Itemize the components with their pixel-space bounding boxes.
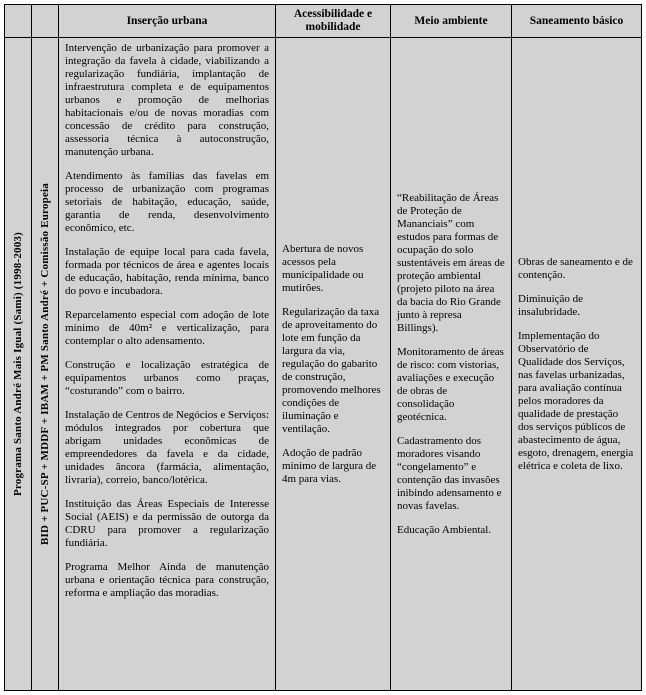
partners-cell (32, 38, 58, 690)
column-body-insercao-urbana (59, 38, 275, 690)
paragraph: “Reabilitação de Áreas de Proteção de Mananciais” com estudos para formas de ocupação do solo sustentáveis em áreas de proteção ambiental (projeto piloto na área da bacia do Rio Grande junto à represa Billings). (397, 191, 505, 334)
program-title-cell (5, 38, 31, 690)
paragraph: Intervenção de urbanização para promover a integração da favela à cidade, viabilizando a regularização fundiária, implantação de infraestrutura completa e de equipamentos urbanos e promoção de melhorias habitacionais e/ou de novas moradias com concessão de crédito para construção, assessoria técnica à autoconstrução, manutenção urbana. (65, 42, 269, 158)
paragraph: Cadastramento dos moradores visando “congelamento” e contenção das invasões inibindo adensamento e novas favelas. (397, 434, 502, 512)
paragraph: Instalação de equipe local para cada favela, formada por técnicos de área e agentes locais de educação, habitação, renda mínima, banco do povo e incubadora. (65, 246, 269, 297)
column-header-insercao-urbana: Inserção urbana (59, 5, 275, 37)
paragraph: Instalação de Centros de Negócios e Serviços: módulos integrados por cobertura que abrigam unidades econômicas de empreendedores da favela e da cidade, unidades âncora (farmácia, alimentação, livraria), correio, banco/lotérica. (65, 409, 269, 486)
column-body-acessibilidade-mobilidade (276, 38, 390, 690)
partners-vertical-label: BID + PUC-SP + MDDF + IBAM + PM Santo André + Comissão Europeia (39, 182, 51, 546)
corner-cell-partners (32, 5, 58, 37)
column-header-saneamento-basico: Saneamento básico (512, 5, 641, 37)
column-body-saneamento-basico (512, 38, 641, 690)
paragraph: Abertura de novos acessos pela municipalidade ou mutirões. (282, 242, 364, 294)
paragraph: Instituição das Áreas Especiais de Interesse Social (AEIS) e da permissão de outorga da CDRU para promover a regularização fundiária. (65, 498, 269, 549)
paragraph: Programa Melhor Ainda de manutenção urbana e orientação técnica para construção, reforma e ampliação das moradias. (65, 561, 269, 599)
program-matrix-table (4, 4, 642, 691)
paragraph: Implementação do Observatório de Qualidade dos Serviços, nas favelas urbanizadas, para avaliação contínua pelos moradores da qualidade de prestação dos serviços públicos de abastecimento de água, esgoto, drenagem, energia elétrica e coleta de lixo. (518, 329, 634, 472)
paragraph: Construção e localização estratégica de equipamentos urbanos como praças, “costurando” com o bairro. (65, 359, 269, 397)
paragraph: Educação Ambiental. (397, 523, 492, 536)
paragraph: Diminuição de insalubridade. (518, 292, 584, 318)
column-header-meio-ambiente: Meio ambiente (391, 5, 511, 37)
program-title-vertical-label: Programa Santo André Mais Igual (Sami) (1998-2003) (12, 231, 24, 496)
corner-cell-program (5, 5, 31, 37)
paragraph: Obras de saneamento e de contenção. (518, 255, 633, 281)
column-body-meio-ambiente (391, 38, 511, 690)
paragraph: Adoção de padrão mínimo de largura de 4m para vias. (282, 446, 377, 485)
paragraph: Reparcelamento especial com adoção de lote mínimo de 40m² e verticalização, para contemplar o alto adensamento. (65, 309, 269, 347)
column-header-acessibilidade-mobilidade: Acessibilidade e mobilidade (276, 5, 390, 37)
paragraph: Atendimento às famílias das favelas em processo de urbanização com programas setoriais de habitação, educação, saúde, garantia de renda, desenvolvimento econômico, etc. (65, 170, 269, 234)
paragraph: Regularização da taxa de aproveitamento do lote em função da largura da via, regulação do gabarito de construção, promovendo melhores condições de iluminação e ventilação. (282, 305, 381, 435)
paragraph: Monitoramento de áreas de risco: com vistorias, avaliações e execução de obras de consolidação geotécnica. (397, 345, 504, 423)
